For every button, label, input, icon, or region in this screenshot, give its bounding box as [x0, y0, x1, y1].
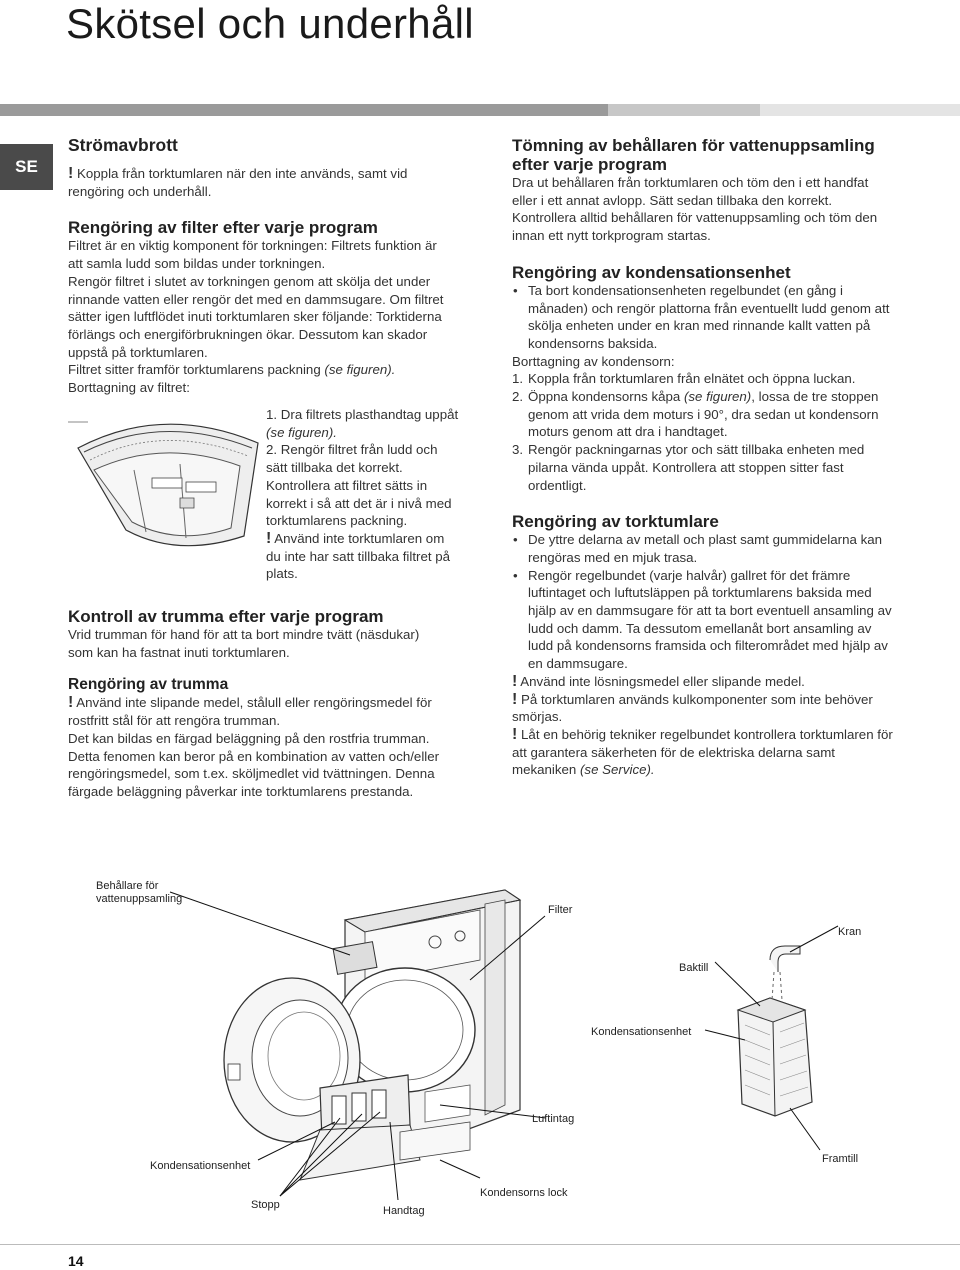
kondensation-step-2-text-end: , lossa de tre stoppen genom att vrida dem moturs i 90°, dra sedan ut kondensorn moturs genom att dra i handtaget.: [528, 389, 879, 440]
label-filter: Filter: [548, 904, 573, 916]
label-kondensorns-lock: Kondensorns lock: [480, 1187, 568, 1199]
kondensation-bullet-1: • Ta bort kondensationsenheten regelbundet (en gång i månaden) och rengör plattorna från eventuellt ludd genom att skölja enheten under en kran med rinnande kallt vatten på kondensorns baksida.: [512, 282, 894, 353]
filter-step-1: [266, 406, 462, 441]
left-column-lower: [68, 607, 448, 801]
header-bar-dark: [0, 104, 608, 116]
torktumlare-warning-1: [512, 673, 894, 691]
filter-p4: Borttagning av filtret:: [68, 380, 190, 396]
filter-step-1-text: 1. Dra filtrets plasthandtag uppåt: [266, 407, 459, 422]
torktumlare-warning-1-text: Använd inte lösningsmedel eller slipande medel.: [517, 673, 805, 689]
label-framtill: Framtill: [822, 1153, 859, 1165]
filter-p1: Filtret är en viktig komponent för torkningen: Filtrets funktion är att samla ludd som bildas under torkningen.: [68, 238, 437, 272]
label-luftintag: Luftintag: [532, 1113, 575, 1125]
filter-step-3: [266, 530, 462, 583]
torktumlare-bullet-2: • Rengör regelbundet (varje halvår) gallret för det främre luftintaget och luftutsläppen på torktumlarens baksida med hjälp av en dammsugare för att ta bort eventuell ansamling av ludd och damm. Ta dessutom emellanåt bort ansamling av ludd på kondensorns framsida och filterområdet med hjälp av en dammsugare.: [512, 567, 894, 673]
step-number: 3.: [512, 442, 524, 458]
warning-mark: !: [68, 694, 74, 712]
rengoring-trumma-warning: [68, 694, 448, 729]
dryer-figure: [0, 860, 960, 1230]
label-behallare: Behållare för vattenuppsamling: [96, 880, 183, 905]
trumma-p1: Vrid trumman för hand för att ta bort mindre tvätt (näsdukar) som kan ha fastnat inuti torktumlaren.: [68, 627, 420, 660]
label-kondensationsenhet-right: Kondensationsenhet: [591, 1026, 692, 1038]
label-kran: Kran: [838, 926, 862, 938]
warning-mark: !: [68, 165, 74, 182]
dryer-illustration: [0, 860, 960, 1230]
tomning-p2: Kontrollera alltid behållaren för vattenuppsamling och töm den innan ett nytt torkprogram startas.: [512, 210, 878, 244]
page-title: Skötsel och underhåll: [66, 0, 474, 47]
header-bar-light: [760, 104, 960, 116]
filter-step-1-ref: (se figuren).: [266, 424, 337, 440]
filter-step-2: 2. Rengör filtret från ludd och sätt tillbaka det korrekt. Kontrollera att filtret sätts in korrekt i så att det är i nivå med torktumlarens packning.: [266, 442, 452, 529]
kondensation-sub: Borttagning av kondensorn:: [512, 353, 675, 369]
torktumlare-warning-2-text: På torktumlaren används kulkomponenter som inte behöver smörjas.: [512, 691, 873, 725]
rengoring-trumma-p1: Använd inte slipande medel, stålull eller rengöringsmedel för rostfritt stål för att rengöra trumman.: [68, 695, 432, 729]
kondensation-step-3: [512, 441, 894, 494]
heading-trumma: Kontroll av trumma efter varje program: [68, 607, 384, 626]
step-number: 1.: [512, 371, 524, 387]
filter-steps: [266, 406, 462, 583]
label-kondensationsenhet-left: Kondensationsenhet: [150, 1160, 251, 1172]
header-bar-mid: [608, 104, 760, 116]
warning-mark: !: [512, 672, 518, 690]
heading-stromavbrott: Strömavbrott: [68, 135, 178, 155]
torktumlare-warning-3: [512, 726, 894, 779]
label-handtag: Handtag: [383, 1205, 425, 1217]
kondensation-step-2-text: Öppna kondensorns kåpa: [528, 389, 684, 405]
filter-p3-ref: (se figuren).: [324, 362, 396, 378]
rengoring-trumma-p2: Det kan bildas en färgad beläggning på den rostfria trumman. Detta fenomen kan beror på en kombination av vatten och/eller rengöringsmedel, som t.ex. sköljmedlet vid tvättningen. Denna färgade beläggning påverkar inte torktumlarens prestanda.: [68, 730, 440, 799]
stromavbrott-text: Koppla från torktumlaren när den inte används, samt vid rengöring och underhåll.: [68, 166, 408, 199]
tomning-p1: Dra ut behållaren från torktumlaren och töm den i ett handfat eller i ett annat avlopp. Sätt sedan tillbaka den korrekt.: [512, 175, 869, 208]
heading-kondensation: Rengöring av kondensationsenhet: [512, 262, 791, 282]
kondensation-step-2: [512, 388, 894, 441]
kondensation-step-1: [512, 370, 894, 388]
warning-mark: !: [512, 690, 518, 708]
kondensation-step-3-text: Rengör packningarnas ytor och sätt tillbaka enheten med pilarna vända uppåt. Kontrollera att stoppen sitter fast ordentligt.: [528, 442, 865, 493]
heading-tomning: Tömning av behållaren för vattenuppsamling efter varje program: [512, 136, 875, 174]
filter-p2: Rengör filtret i slutet av torkningen genom att skölja det under rinnande vatten eller rengör det med en dammsugare. Om filtret sätter igen luftflödet inuti torktumlaren sker följande: Torktiderna förlängs och energiförbrukningen ökar. Dessutom kan skador uppstå på torktumlaren.: [68, 273, 444, 360]
language-tab: SE: [0, 144, 53, 190]
torktumlare-warning-3-ref: (se Service).: [580, 762, 655, 778]
filter-step-3-text: Använd inte torktumlaren om du inte har satt tillbaka filtret på plats.: [266, 530, 451, 582]
right-column: [512, 136, 894, 779]
torktumlare-warning-3-text: Låt en behörig tekniker regelbundet kontrollera torktumlaren för att garantera säkerheten för de elektriska delarna samt mekaniken: [512, 726, 893, 778]
heading-rengoring-trumma: Rengöring av trumma: [68, 676, 229, 694]
warning-mark: !: [512, 725, 518, 743]
filter-illustration: [68, 408, 264, 558]
heading-filter: Rengöring av filter efter varje program: [68, 218, 378, 238]
filter-p3-text: Filtret sitter framför torktumlarens packning: [68, 362, 325, 378]
torktumlare-bullet-1: • De yttre delarna av metall och plast samt gummidelarna kan rengöras med en mjuk trasa.: [512, 531, 894, 566]
kondensation-step-1-text: Koppla från torktumlaren från elnätet och öppna luckan.: [528, 371, 856, 387]
kondensation-step-2-ref: (se figuren): [683, 389, 752, 405]
filter-p3: [68, 361, 448, 379]
label-baktill: Baktill: [679, 962, 709, 974]
heading-torktumlare: Rengöring av torktumlare: [512, 512, 719, 532]
bottom-divider: [0, 1244, 960, 1245]
warning-mark: !: [266, 529, 272, 547]
torktumlare-warning-2: [512, 691, 894, 726]
stromavbrott-warning: [68, 165, 448, 200]
label-stopp: Stopp: [251, 1199, 280, 1211]
header-bar: [0, 104, 960, 116]
left-column: [68, 136, 448, 397]
step-number: 2.: [512, 389, 524, 405]
page-number: 14: [68, 1253, 84, 1269]
